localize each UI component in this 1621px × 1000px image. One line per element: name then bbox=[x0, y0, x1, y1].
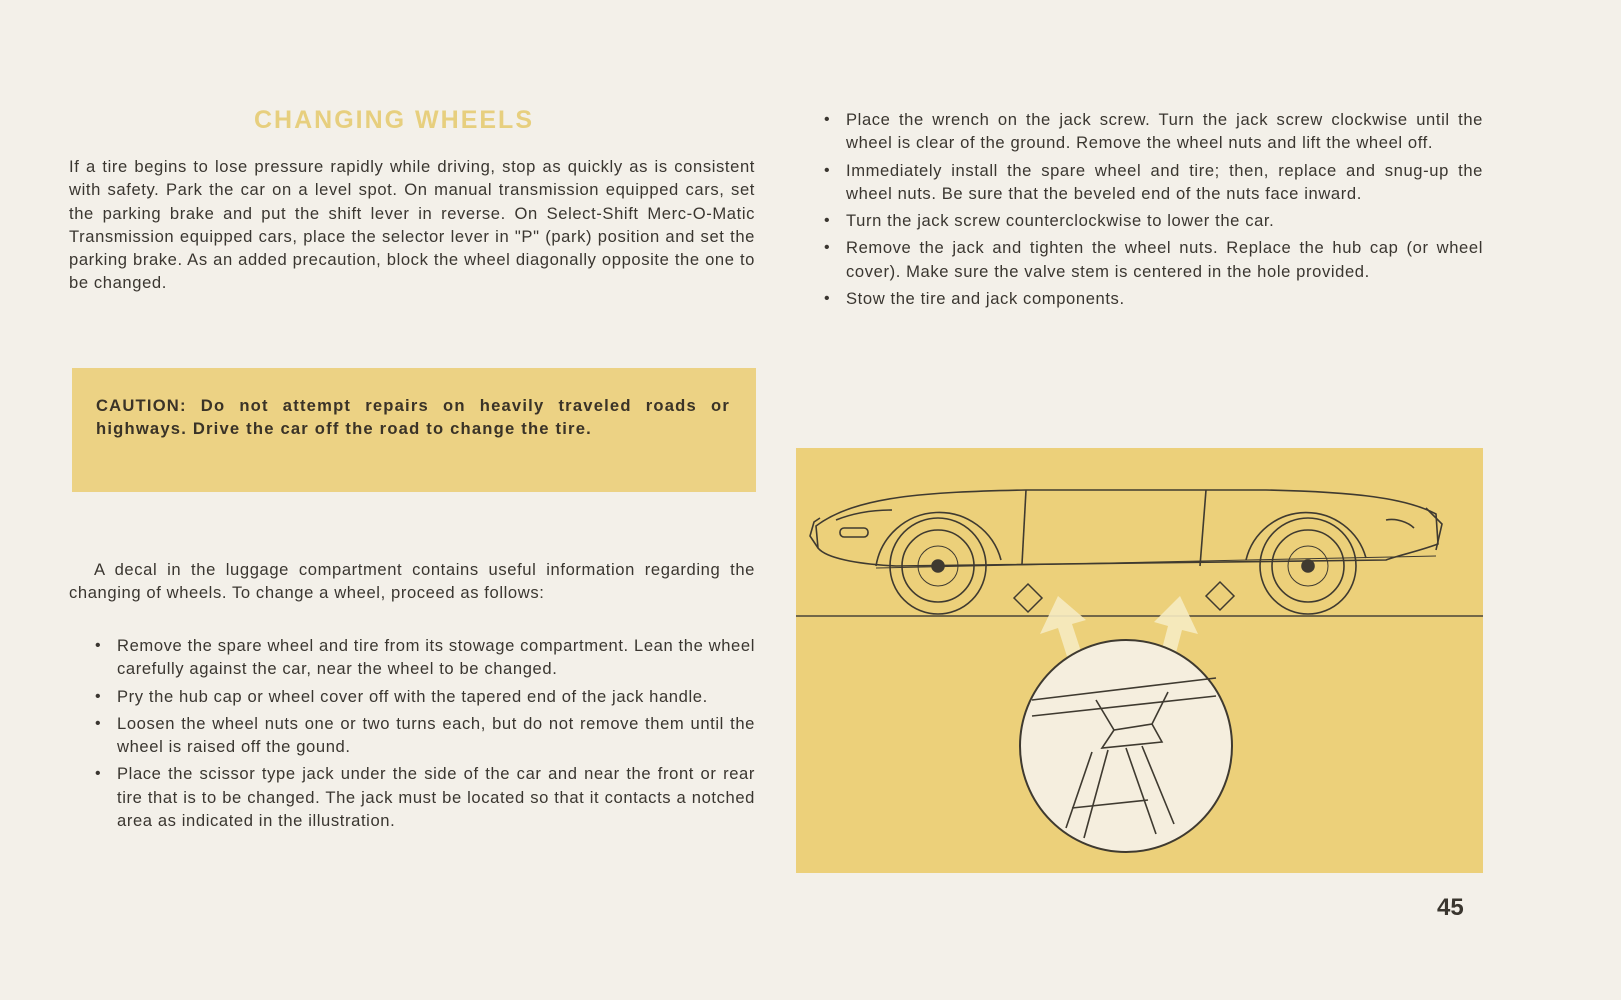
list-item: • Place the wrench on the jack screw. Turn the jack screw clockwise until the wheel is clear of the ground. Remove the wheel nuts and lift the wheel off. bbox=[822, 108, 1483, 155]
list-item: • Place the scissor type jack under the side of the car and near the front or rear tire that is to be changed. The jack must be located so that it contacts a notched area as indicated in the illustration. bbox=[93, 762, 755, 832]
list-item: • Pry the hub cap or wheel cover off with the tapered end of the jack handle. bbox=[93, 685, 755, 708]
front-wheel bbox=[876, 512, 1001, 614]
jack-icons bbox=[1014, 582, 1234, 612]
jack-illustration bbox=[796, 448, 1483, 873]
caution-box: CAUTION: Do not attempt repairs on heavily traveled roads or highways. Drive the car off the road to change the tire. bbox=[72, 368, 756, 492]
intro-paragraph: If a tire begins to lose pressure rapidly while driving, stop as quickly as is consistent with safety. Park the car on a level spot. On manual transmission equipped cars, set the parking brake and put the shift lever in reverse. On Select-Shift Merc-O-Matic Transmission equipped cars, place the selector lever in "P" (park) position and set the parking brake. As an added precaution, block the wheel diagonally opposite the one to be changed. bbox=[69, 157, 755, 293]
list-item: • Turn the jack screw counterclockwise to lower the car. bbox=[822, 209, 1483, 232]
car-jack-drawing bbox=[796, 448, 1483, 873]
page-title: CHANGING WHEELS bbox=[254, 106, 534, 134]
list-item: • Stow the tire and jack components. bbox=[822, 287, 1483, 310]
list-item: • Loosen the wheel nuts one or two turns each, but do not remove them until the wheel is raised off the gound. bbox=[93, 712, 755, 759]
rear-wheel bbox=[1246, 513, 1366, 614]
right-steps-list bbox=[822, 108, 1483, 314]
page-number: 45 bbox=[1437, 894, 1464, 921]
magnified-jack-detail bbox=[1020, 640, 1232, 852]
left-steps-list bbox=[93, 634, 755, 836]
decal-paragraph: A decal in the luggage compartment contains useful information regarding the changing of wheels. To change a wheel, proceed as follows: bbox=[69, 560, 755, 603]
list-item: • Remove the spare wheel and tire from its stowage compartment. Lean the wheel carefully against the car, near the wheel to be changed. bbox=[93, 634, 755, 681]
list-item: • Immediately install the spare wheel and tire; then, replace and snug-up the wheel nuts. Be sure that the beveled end of the nuts face inward. bbox=[822, 159, 1483, 206]
list-item: • Remove the jack and tighten the wheel nuts. Replace the hub cap (or wheel cover). Make sure the valve stem is centered in the hole provided. bbox=[822, 236, 1483, 283]
